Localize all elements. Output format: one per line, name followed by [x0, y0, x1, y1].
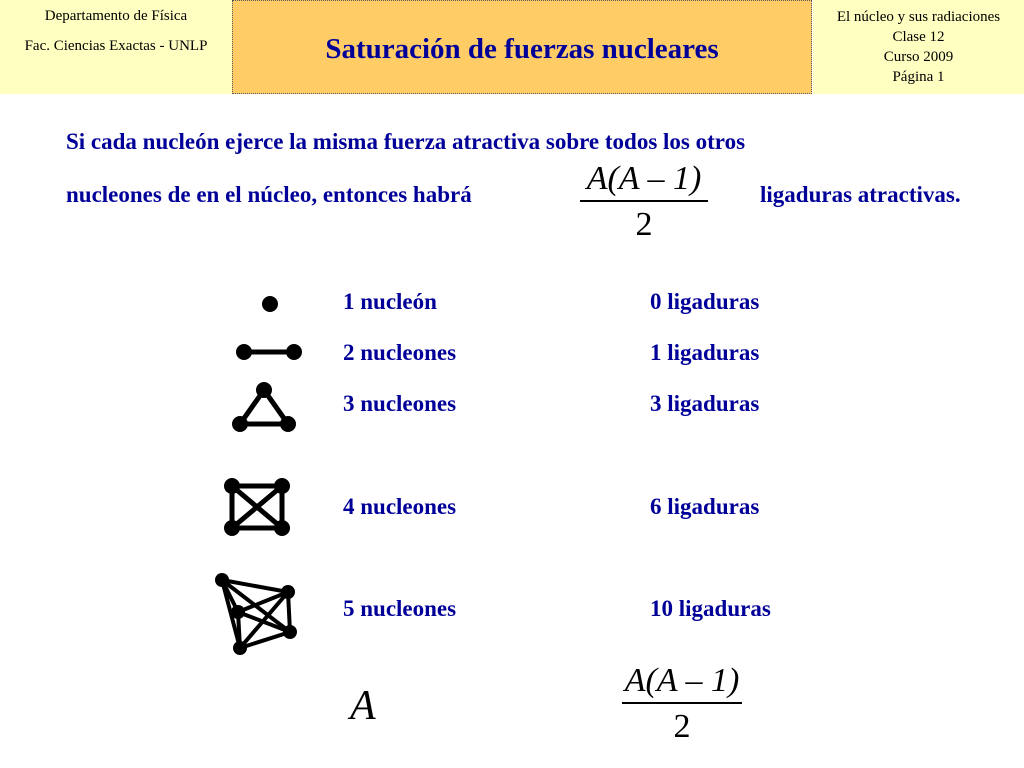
row-label-3: 3 nucleones — [343, 391, 457, 416]
header-title-panel — [232, 0, 812, 94]
page-number: Página 1 — [892, 69, 945, 85]
page-title: Saturación de fuerzas nucleares — [325, 33, 719, 65]
nucleon-node — [283, 625, 297, 639]
row-count-3: 3 ligaduras — [650, 391, 760, 416]
nucleon-node — [233, 641, 247, 655]
intro-line-2: nucleones de en el núcleo, entonces habrá — [66, 182, 472, 207]
nucleon-node — [274, 520, 290, 536]
intro-line-3: ligaduras atractivas. — [760, 182, 961, 207]
general-formula — [622, 662, 742, 746]
header-right-panel — [813, 0, 1024, 94]
nucleon-node — [236, 344, 252, 360]
nucleon-node — [281, 585, 295, 599]
formula-numerator: A(A – 1) — [586, 160, 702, 197]
graph-5-nucleons — [208, 566, 308, 666]
fraction-bar — [622, 702, 742, 704]
nucleon-node — [215, 573, 229, 587]
faculty-name: Fac. Ciencias Exactas - UNLP — [24, 38, 208, 54]
row-label-4: 4 nucleones — [343, 494, 457, 519]
course-name: El núcleo y sus radiaciones — [836, 9, 1001, 25]
general-variable: A — [350, 683, 376, 729]
row-count-2: 1 ligaduras — [650, 340, 760, 365]
general-numerator: A(A – 1) — [624, 662, 740, 699]
graph-1-nucleon — [250, 290, 290, 320]
department-name: Departamento de Física — [44, 8, 188, 24]
formula-denominator: 2 — [635, 206, 653, 243]
row-label-2: 2 nucleones — [343, 340, 457, 365]
course-year: Curso 2009 — [883, 49, 954, 65]
nucleon-node — [262, 296, 278, 312]
nucleon-node — [224, 478, 240, 494]
row-label-1: 1 nucleón — [343, 289, 437, 314]
nucleon-node — [286, 344, 302, 360]
intro-line-1: Si cada nucleón ejerce la misma fuerza atractiva sobre todos los otros — [66, 129, 746, 154]
nucleon-node — [232, 416, 248, 432]
row-count-1: 0 ligaduras — [650, 289, 760, 314]
nucleon-node — [274, 478, 290, 494]
general-denominator: 2 — [673, 708, 691, 745]
bond-line — [238, 612, 290, 632]
row-label-5: 5 nucleones — [343, 596, 457, 621]
graph-4-nucleons — [216, 472, 306, 542]
row-count-5: 10 ligaduras — [650, 596, 771, 621]
header-left-panel — [0, 0, 232, 94]
nucleon-node — [231, 605, 245, 619]
nucleon-node — [224, 520, 240, 536]
nucleon-node — [256, 382, 272, 398]
class-number: Clase 12 — [892, 29, 945, 45]
graph-3-nucleons — [222, 376, 312, 446]
row-count-4: 6 ligaduras — [650, 494, 760, 519]
bond-formula — [580, 160, 708, 244]
nucleon-node — [280, 416, 296, 432]
graph-2-nucleons — [230, 338, 320, 368]
fraction-bar — [580, 200, 708, 202]
